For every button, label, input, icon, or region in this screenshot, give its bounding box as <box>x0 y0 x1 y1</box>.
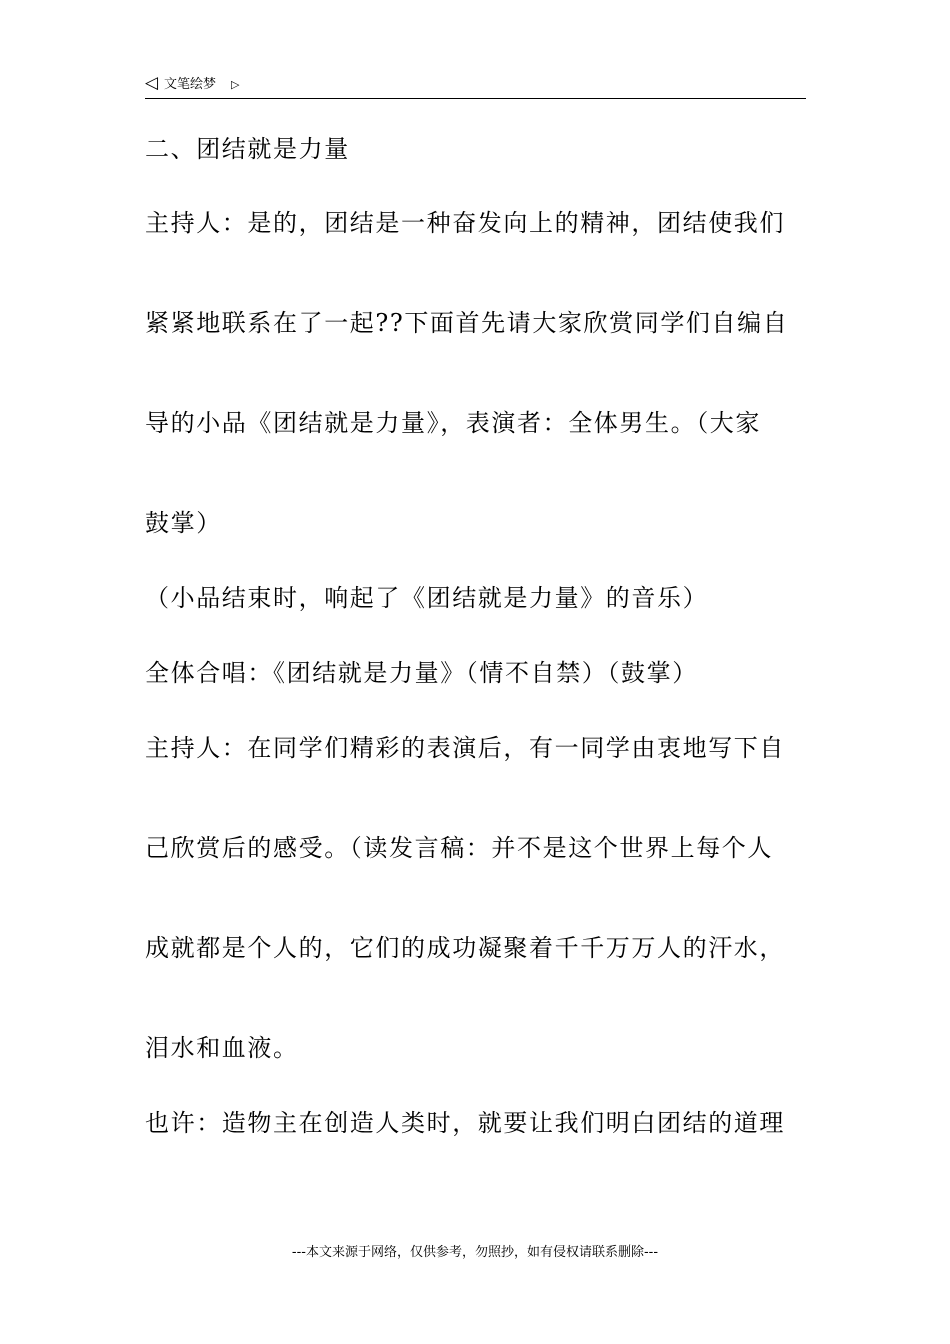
body-line: 导的小品《团结就是力量》，表演者：全体男生。（大家 <box>145 409 761 437</box>
right-triangle-icon: ▷ <box>231 78 240 91</box>
body-line: 鼓掌） <box>145 509 222 537</box>
page-footer-disclaimer: ---本文来源于网络，仅供参考，勿照抄，如有侵权请联系删除--- <box>291 1245 659 1260</box>
body-line: 己欣赏后的感受。（读发言稿：并不是这个世界上每个人 <box>145 834 773 862</box>
body-line: 主持人：是的，团结是一种奋发向上的精神，团结使我们 <box>145 209 785 237</box>
header-title: 文笔绘梦 <box>164 77 217 92</box>
body-line: 成就都是个人的，它们的成功凝聚着千千万万人的汗水， <box>145 934 785 962</box>
body-line: （小品结束时，响起了《团结就是力量》的音乐） <box>145 584 709 612</box>
section-heading: 二、团结就是力量 <box>145 135 350 163</box>
body-line: 全体合唱：《团结就是力量》（情不自禁）（鼓掌） <box>145 659 698 687</box>
body-line: 主持人：在同学们精彩的表演后，有一同学由衷地写下自 <box>145 734 785 762</box>
body-line: 泪水和血液。 <box>145 1034 299 1062</box>
body-line: 也许：造物主在创造人类时，就要让我们明白团结的道理 <box>145 1109 785 1137</box>
body-line: 紧紧地联系在了一起??下面首先请大家欣赏同学们自编自 <box>145 309 789 337</box>
left-triangle-icon: ◁ <box>145 73 159 93</box>
page-header <box>145 74 806 99</box>
